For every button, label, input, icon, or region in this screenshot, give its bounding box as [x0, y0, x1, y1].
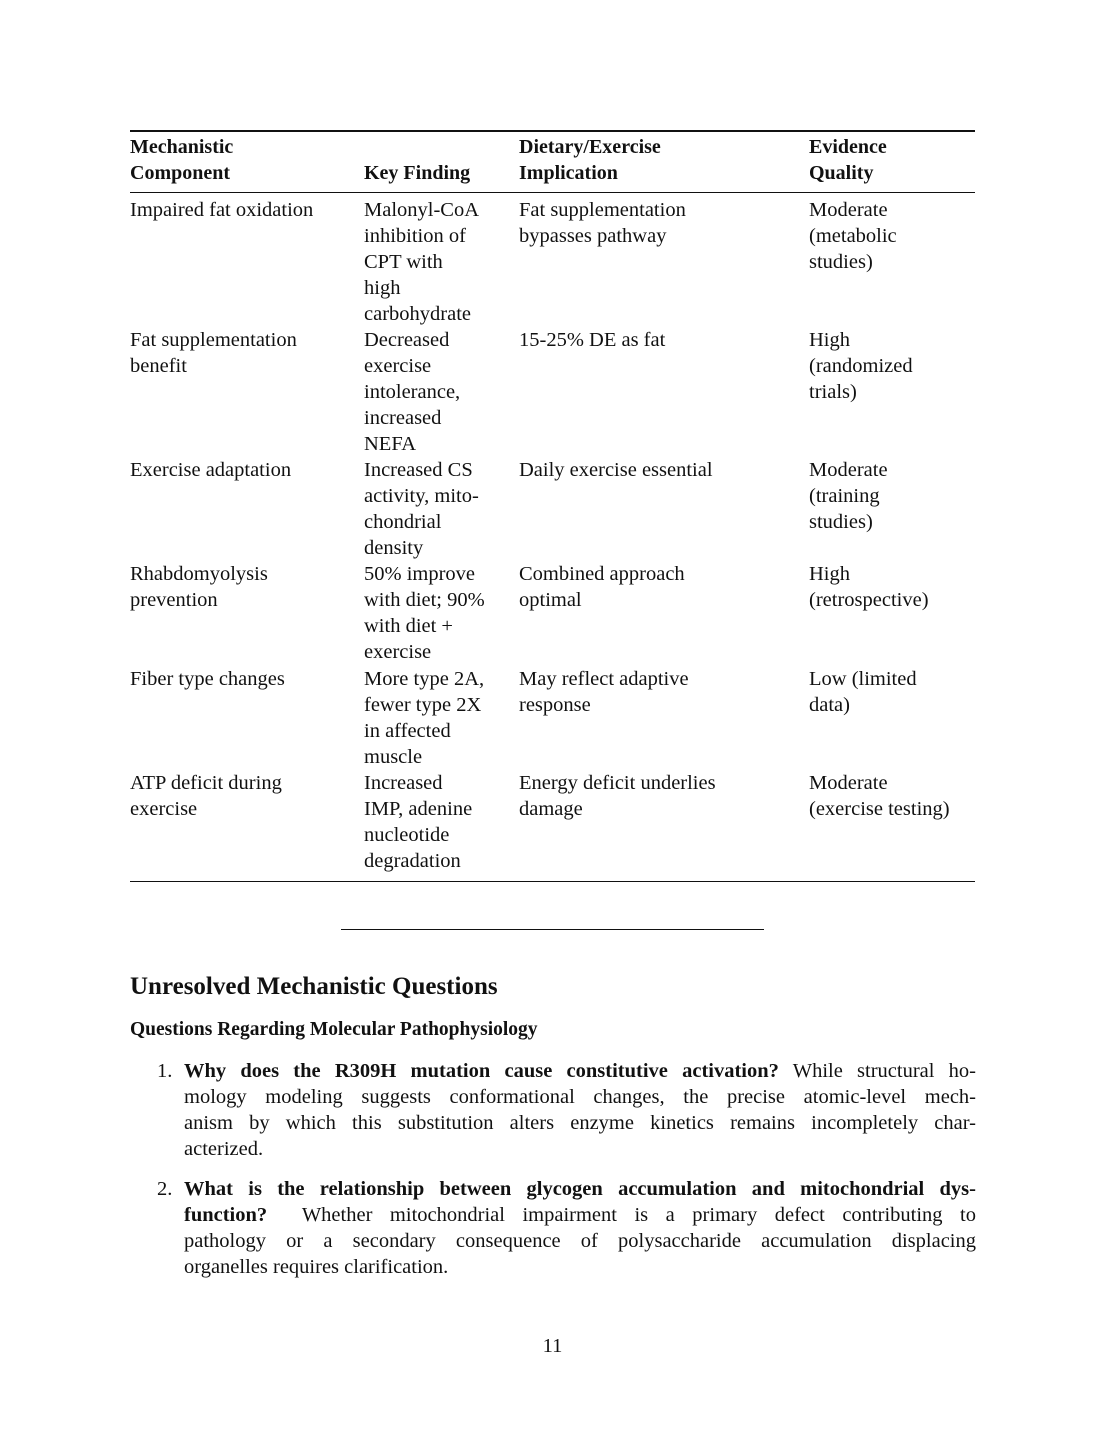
- list-item-text: What is the relationship between glycogen accumulation and mitochondrial dys- function? Whether mitochondrial impairment is a primary defect contributing to pathology or a secondary consequence of polysaccharide accumulation displacing organelles requires clarification.: [184, 1178, 976, 1278]
- cell-quality: High (retrospective): [809, 563, 929, 611]
- cell-quality: Moderate (metabolic studies): [809, 199, 897, 273]
- cell-implication: 15-25% DE as fat: [519, 329, 666, 351]
- section-heading: Unresolved Mechanistic Questions: [130, 973, 498, 1000]
- cell-implication: Energy deficit underlies damage: [519, 772, 716, 820]
- cell-component: Impaired fat oxidation: [130, 199, 314, 221]
- cell-quality: Low (limited data): [809, 668, 917, 716]
- header-evidence-quality: Evidence Quality: [809, 136, 887, 184]
- cell-component: ATP deficit during exercise: [130, 772, 282, 820]
- cell-finding: Decreased exercise intolerance, increased NEFA: [364, 329, 461, 455]
- page-number: 11: [542, 1335, 563, 1357]
- cell-component: Exercise adaptation: [130, 459, 292, 481]
- cell-quality: Moderate (training studies): [809, 459, 888, 533]
- cell-component: Fat supplementation benefit: [130, 329, 297, 377]
- list-item-text: Why does the R309H mutation cause constitutive activation? While structural ho- mology modeling suggests conformational changes, the precise atomic-level mech- anism by which this substitution alters enzyme kinetics remains incompletely char- acterized.: [184, 1060, 977, 1160]
- table-top-rule: [130, 130, 975, 132]
- cell-finding: Increased CS activity, mito- chondrial density: [364, 459, 479, 559]
- header-key-finding: Key Finding: [364, 162, 471, 184]
- header-dietary-exercise-implication: Dietary/Exercise Implication: [519, 136, 661, 184]
- cell-quality: High (randomized trials): [809, 329, 913, 403]
- list-item-number: 2.: [157, 1178, 173, 1200]
- cell-component: Rhabdomyolysis prevention: [130, 563, 268, 611]
- list-item-number: 1.: [157, 1060, 173, 1082]
- cell-implication: Combined approach optimal: [519, 563, 685, 611]
- table-bottom-rule: [130, 881, 975, 882]
- question-bold: function?: [184, 1204, 268, 1226]
- cell-implication: Fat supplementation bypasses pathway: [519, 199, 686, 247]
- cell-finding: Malonyl-CoA inhibition of CPT with high carbohydrate: [364, 199, 480, 325]
- cell-quality: Moderate (exercise testing): [809, 772, 950, 820]
- question-bold: What is the relationship between glycogen accumulation and mitochondrial dys-: [184, 1178, 976, 1200]
- cell-finding: 50% improve with diet; 90% with diet + exercise: [364, 563, 485, 663]
- question-bold: Why does the R309H mutation cause constitutive activation?: [184, 1060, 779, 1082]
- subsection-heading: Questions Regarding Molecular Pathophysiology: [130, 1019, 538, 1040]
- cell-implication: Daily exercise essential: [519, 459, 713, 481]
- cell-finding: Increased IMP, adenine nucleotide degradation: [364, 772, 473, 872]
- cell-implication: May reflect adaptive response: [519, 668, 689, 716]
- table-header-rule: [130, 192, 975, 193]
- header-mechanistic-component: Mechanistic Component: [130, 136, 234, 184]
- section-separator-rule: [341, 929, 764, 930]
- cell-component: Fiber type changes: [130, 668, 285, 690]
- cell-finding: More type 2A, fewer type 2X in affected muscle: [364, 668, 485, 768]
